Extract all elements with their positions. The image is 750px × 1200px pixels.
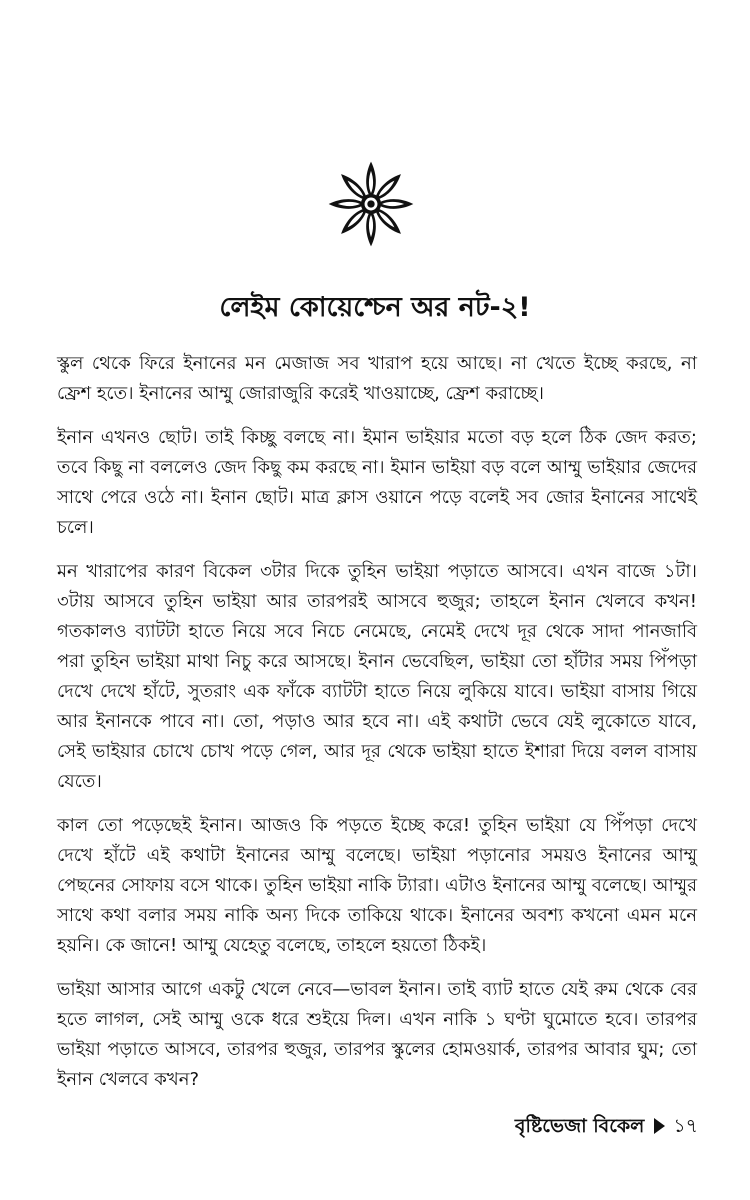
paragraph: মন খারাপের কারণ বিকেল ৩টার দিকে তুহিন ভাইয়া পড়াতে আসবে। এখন বাজে ১টা। ৩টায় আসবে তুহিন ভাইয়া আর তারপরই আসবে হুজুর; তাহলে ইনান খেলবে কখন! গতকালও ব্যাটটা হাতে নিয়ে সবে নিচে নেমেছে, নেমেই দেখে দূর থেকে সাদা পানজাবি পরা তুহিন ভাইয়া মাথা নিচু করে আসছে। ইনান ভেবেছিল, ভাইয়া তো হাঁটার সময় পিঁপড়া দেখে দেখে হাঁটে, সুতরাং এক ফাঁকে ব্যাটটা হাতে নিয়ে লুকিয়ে যাবে। ভাইয়া বাসায় গিয়ে আর ইনানকে পাবে না। তো, পড়াও আর হবে না। এই কথাটা ভেবে যেই লুকোতে যাবে, সেই ভাইয়ার চোখে চোখ পড়ে গেল, আর দূর থেকে ভাইয়া হাতে ইশারা দিয়ে বলল বাসায় যেতে। [57,561,697,792]
paragraph: ইনান এখনও ছোট। তাই কিচ্ছু বলছে না। ইমান ভাইয়ার মতো বড় হলে ঠিক জেদ করত; তবে কিছু না বললেও জেদ কিছু কম করছে না। ইমান ভাইয়া বড় বলে আম্মু ভাইয়ার জেদের সাথে পেরে ওঠে না। ইনান ছোট। মাত্র ক্লাস ওয়ানে পড়ে বলেই সব জোর ইনানের সাথেই চলে। [57,427,697,538]
page-number: ১৭ [673,1115,698,1137]
paragraph: স্কুল থেকে ফিরে ইনানের মন মেজাজ সব খারাপ হয়ে আছে। না খেতে ইচ্ছে করছে, না ফ্রেশ হতে। ইনানের আম্মু জোরাজুরি করেই খাওয়াচ্ছে, ফ্রেশ করাচ্ছে। [57,353,697,404]
lotus-flower-icon [325,158,417,250]
chapter-body [57,349,697,1109]
page-footer [515,1111,698,1141]
paragraph: ভাইয়া আসার আগে একটু খেলে নেবে—ভাবল ইনান। তাই ব্যাট হাতে যেই রুম থেকে বের হতে লাগল, সেই আম্মু ওকে ধরে শুইয়ে দিল। এখন নাকি ১ ঘণ্টা ঘুমোতে হবে। তারপর ভাইয়া পড়াতে আসবে, তারপর হুজুর, তারপর স্কুলের হোমওয়ার্ক, তারপর আবার ঘুম; তো ইনান খেলবে কখন? [57,979,697,1090]
book-title: বৃষ্টিভেজা বিকেল [514,1115,645,1137]
paragraph: কাল তো পড়েছেই ইনান। আজও কি পড়তে ইচ্ছে করে! তুহিন ভাইয়া যে পিঁপড়া দেখে দেখে হাঁটে এই কথাটা ইনানের আম্মু বলেছে। ভাইয়া পড়ানোর সময়ও ইনানের আম্মু পেছনের সোফায় বসে থাকে। তুহিন ভাইয়া নাকি ট্যারা। এটাও ইনানের আম্মু বলেছে। আম্মুর সাথে কথা বলার সময় নাকি অন্য দিকে তাকিয়ে থাকে। ইনানের অবশ্য কখনো এমন মনে হয়নি। কে জানে! আম্মু যেহেতু বলেছে, তাহলে হয়তো ঠিকই। [57,815,697,956]
triangle-right-icon [654,1118,665,1134]
chapter-title: লেইম কোয়েশ্চেন অর নট-২! [219,292,531,323]
